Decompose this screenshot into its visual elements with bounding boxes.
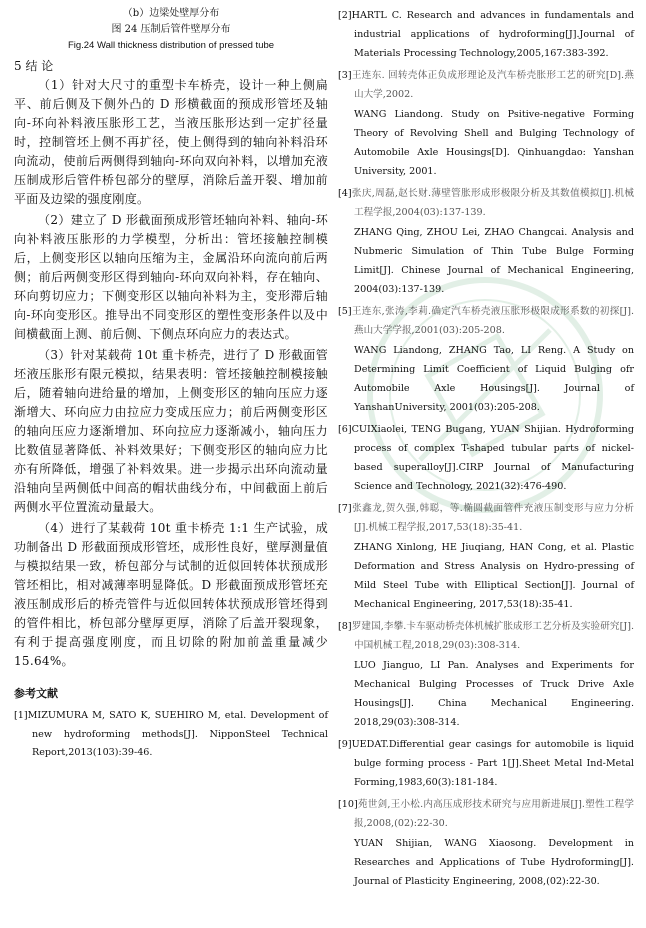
reference-item (338, 66, 634, 181)
reference-item (338, 617, 634, 732)
reference-number: [2] (338, 10, 352, 21)
conclusion-paragraph-2: （2）建立了 D 形截面预成形管坯轴向补料、轴向-环向补料液压胀形的力学模型，分析出：管坯接触控制模后，上侧变形区以轴向压缩为主，金属沿环向流向前后两侧；前后两侧变形区得到轴向-环向双向补料，存在轴向、环向剪切应力；下侧变形区以轴向补料为主，变形滞后轴向-环向变形区。推导出不同变形区的塑性变形条件以及中间横截面上测、前后侧、下侧点环向应力的表达式。 (14, 213, 328, 341)
reference-item (338, 420, 634, 496)
reference-text-en: YUAN Shijian, WANG Xiaosong. Development in Researches and Applications of Tube Hydroforming[J]. Journal of Plasticity Engineering, 2008,(02):22-30. (354, 838, 634, 887)
section-title: 5 结 论 (14, 59, 54, 73)
reference-text-en: WANG Liandong, ZHANG Tao, LI Reng. A Study on Determining Limit Coefficient of Liquid Bulging ofr Automobile Axle Housings[J]. Journal of YanshanUniversity, 2001(03):205-208. (354, 345, 634, 413)
reference-text-en: HARTL C. Research and advances in fundamentals and industrial applications of hydroforming[J].Journal of Materials Processing Technology,2005,167:383-392. (351, 10, 634, 59)
reference-text-cn: 张庆,周磊,赵长财.薄壁管胀形成形极限分析及其数值模拟[J].机械工程学报,2004(03):137-139. (351, 188, 634, 218)
conclusion-paragraph-4: （4）进行了某载荷 10t 重卡桥壳 1:1 生产试验，成功制备出 D 形截面预成形管坯，成形性良好，壁厚测量值与模拟结果一致，桥包部分与试制的近似回转体状预成形管坯相比，相对减薄率明显降低。D 形截面预成形管坯充液压制成形后的桥壳管件与近似回转体状预成形管坯得到的管件相比，桥包部分壁厚更厚，消除了后盖开裂现象，有利于提高强度刚度，而且切除的附加前盖重量减少 15.64%。 (14, 521, 328, 668)
reference-number: [8] (338, 621, 352, 632)
reference-text-en: ZHANG Qing, ZHOU Lei, ZHAO Changcai. Analysis and Nubmeric Simulation of Thin Tube Bulge Forming Limit[J]. Chinese Journal of Mechanical Engineering, 2004(03):137-139. (354, 227, 634, 295)
reference-number: [4] (338, 188, 352, 199)
reference-text-cn: 王连东. 回转壳体正负成形理论及汽车桥壳胀形工艺的研究[D].燕山大学,2002. (351, 70, 634, 100)
reference-item (14, 707, 328, 763)
references-title: 参考文献 (14, 687, 58, 700)
figure-caption-en: Fig.24 Wall thickness distribution of pressed tube (67, 40, 275, 51)
reference-item (338, 795, 634, 891)
reference-text-cn: 王连东,张涛,李莉.确定汽车桥壳液压胀形极限成形系数的初探[J].燕山大学学报,2001(03):205-208. (351, 306, 634, 336)
reference-text-en: UEDAT.Differential gear casings for automobile is liquid bulge forming process - Part 1[J].Sheet Metal Ind-Metal Forming,1983,60(3):181-184. (351, 739, 634, 788)
reference-number: [9] (338, 739, 352, 750)
reference-item (338, 184, 634, 299)
reference-item (338, 735, 634, 792)
reference-text-en: CUIXiaolei, TENG Bugang, YUAN Shijian. Hydroforming process of complex T-shaped tubular parts of nickel-based superalloy[J].CIRP Journal of Manufacturing Science and Technology, 2021(32):476-490. (351, 424, 634, 492)
reference-number: [3] (338, 70, 352, 81)
conclusion-paragraph-1: （1）针对大尺寸的重型卡车桥壳，设计一种上侧扁平、前后侧及下侧外凸的 D 形横截面的预成形管坯及轴向-环向补料液压胀形工艺，当液压胀形达到一定扩径量时，控制管坯上侧不再扩径，使上侧得到的轴向补料沿环向流动，使前后两侧得到轴向-环向双向补料，以增加充液压制成形后管件桥包部分的壁厚，消除后盖开裂、增加前平面及边梁的强度刚度。 (14, 78, 328, 206)
reference-number: [5] (338, 306, 352, 317)
reference-item (338, 302, 634, 417)
reference-text-cn: 罗建国,李攀.卡车驱动桥壳体机械扩胀成形工艺分析及实验研究[J].中国机械工程,2018,29(03):308-314. (351, 621, 634, 651)
right-column (338, 6, 634, 894)
reference-number: [10] (338, 799, 358, 810)
left-column (14, 6, 328, 765)
reference-item (338, 499, 634, 614)
reference-text-cn: 苑世剑,王小松.内高压成形技术研究与应用新进展[J].塑性工程学报,2008,(02):22-30. (354, 799, 634, 829)
reference-text-en: LUO Jianguo, LI Pan. Analyses and Experiments for Mechanical Bulging Processes of Truck Drive Axle Housings[J]. China Mechanical Engineering. 2018,29(03):308-314. (354, 660, 634, 728)
conclusion-paragraph-3: （3）针对某载荷 10t 重卡桥壳，进行了 D 形截面管坯液压胀形有限元模拟，结果表明：管坯接触控制模接触后，随着轴向进给量的增加，上侧变形区的轴向压应力逐渐增大、环向应力由拉应力变成压应力；前后两侧变形区的轴向压应力逐渐增加、环向拉应力逐渐减小，轴向压力比数值显著降低、补料效果好；下侧变形区的轴向应力比亦有所降低，增强了补料效果。进一步揭示出环向流动量沿轴向呈两侧低中间高的帽状曲线分布，中间截面上前后两侧水平位置流动量最大。 (14, 348, 328, 514)
reference-number: [7] (338, 503, 352, 514)
reference-item (338, 6, 634, 63)
reference-text-en: WANG Liandong. Study on Psitive-negative Forming Theory of Revolving Shell and Bulging Technology of Automobile Axle Housings[D]. Qinhuangdao: Yanshan University, 2001. (354, 109, 634, 177)
reference-number: [6] (338, 424, 352, 435)
reference-text: MIZUMURA M, SATO K, SUEHIRO M, etal. Development of new hydroforming methods[J]. NipponSteel Technical Report,2013(103):39-46. (27, 710, 328, 759)
figure-caption-cn: 图 24 压制后管件壁厚分布 (111, 24, 231, 35)
reference-number: [1] (14, 710, 28, 721)
reference-text-en: ZHANG Xinlong, HE Jiuqiang, HAN Cong, et al. Plastic Deformation and Stress Analysis on Hydro-pressing of Mild Steel Tube with Elliptical Section[J]. Journal of Mechanical Engineering, 2017,53(18):35-41. (354, 542, 634, 610)
reference-text-cn: 张鑫龙,贺久强,韩聪，等.椭圆截面管件充液压制变形与应力分析[J].机械工程学报,2017,53(18):35-41. (351, 503, 634, 533)
sub-figure-caption: （b）边梁处壁厚分布 (122, 8, 220, 19)
